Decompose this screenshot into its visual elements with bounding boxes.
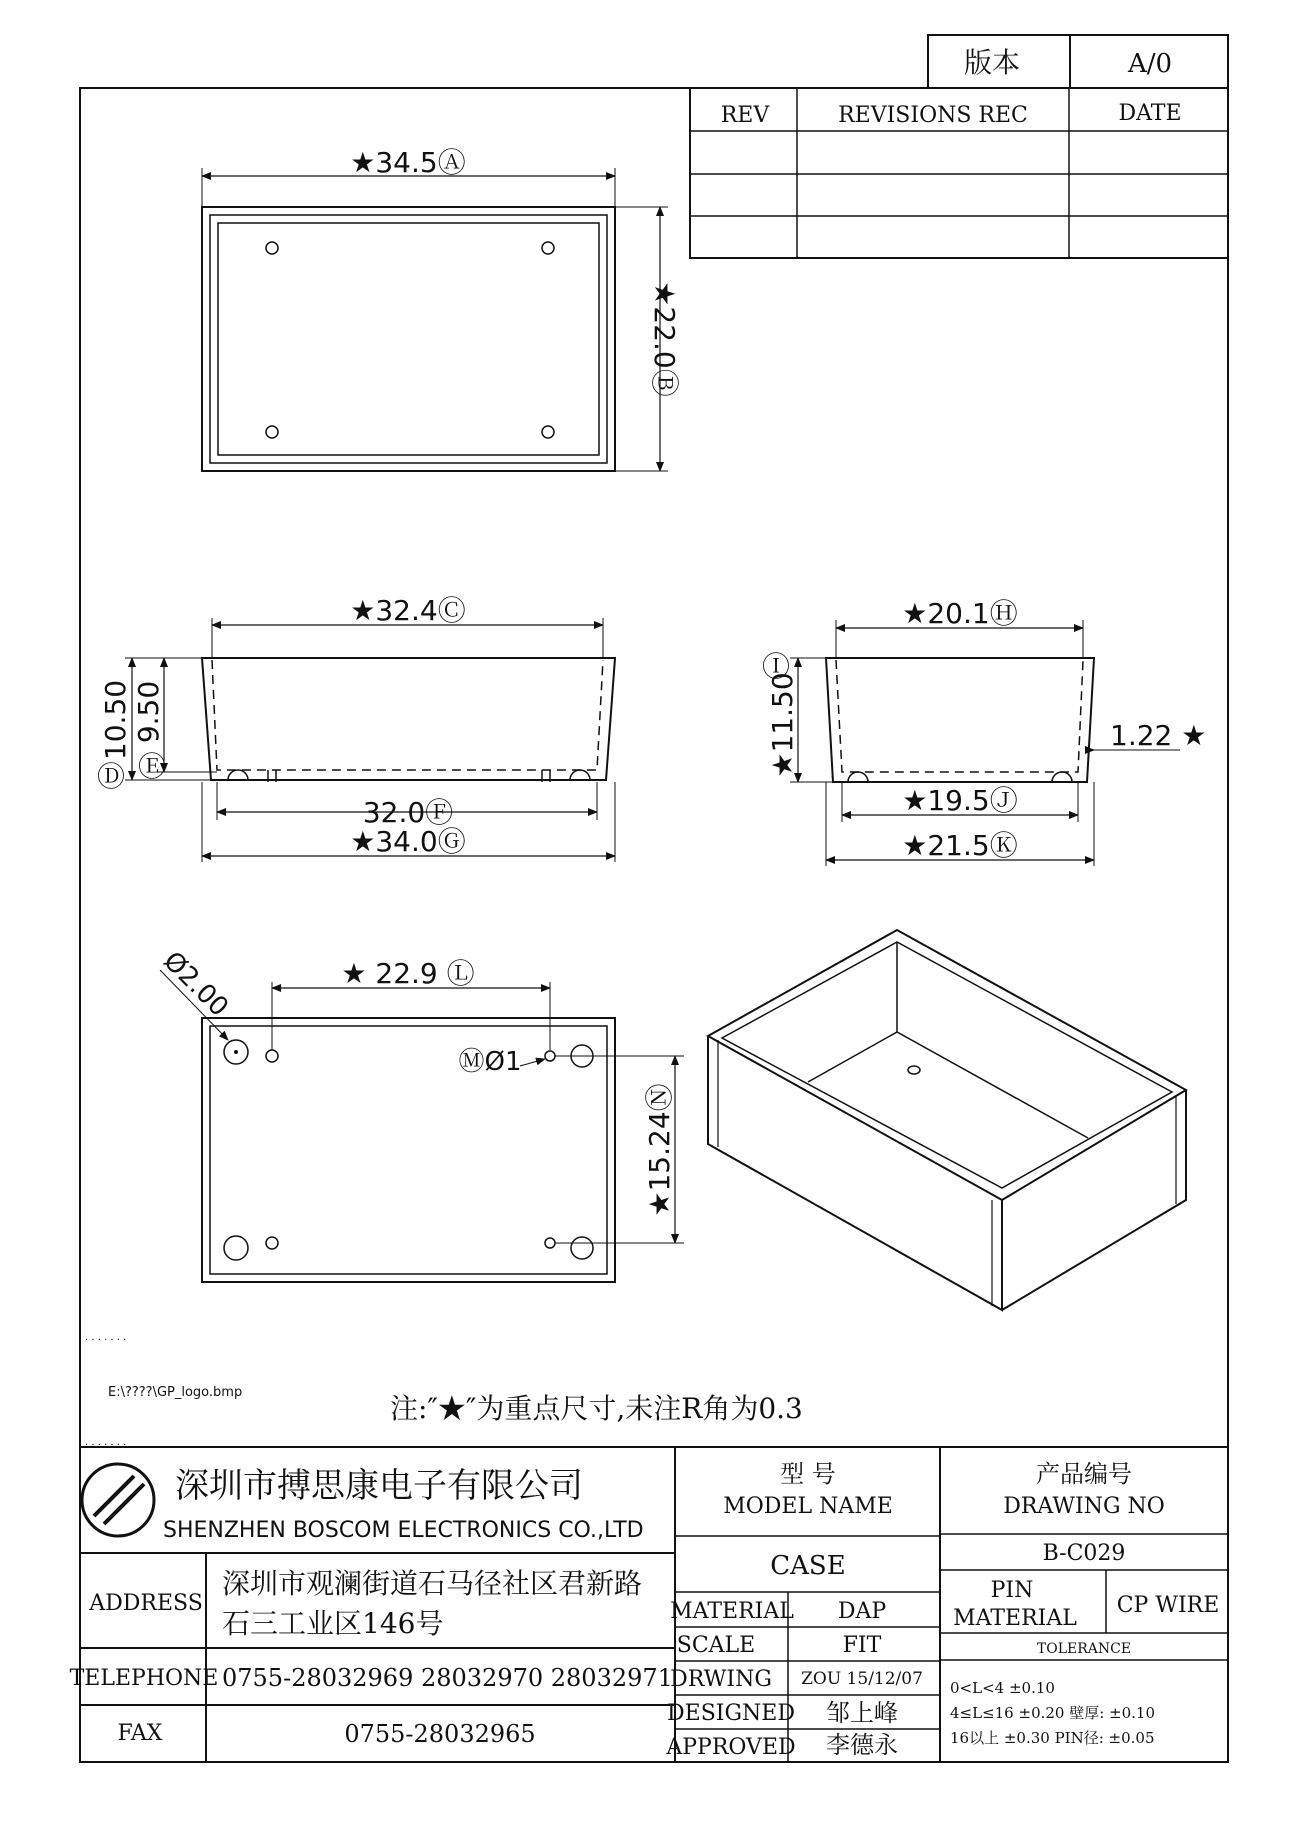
drawing-label: DRWING [670, 1667, 772, 1692]
approved-label: APPROVED [666, 1735, 796, 1760]
version-box [928, 35, 1228, 88]
title-block [70, 1447, 1228, 1762]
pin-material-label2: MATERIAL [953, 1606, 1077, 1631]
front-inner-bottom-dim: 32.0Ⓕ [362, 796, 454, 829]
drawing-by: ZOU 15/12/07 [801, 1669, 923, 1689]
front-outer-height-dim: 10.50 [99, 679, 132, 761]
dot-row: . . . . . . . [85, 1332, 127, 1343]
scale-label: SCALE [676, 1633, 756, 1658]
drawing-no-cn: 产品编号 [1036, 1460, 1132, 1488]
scale-value: FIT [842, 1633, 882, 1658]
side-outer-bottom-dim: ★21.5Ⓚ [902, 829, 1018, 862]
revisions-rec-header: REVISIONS REC [838, 103, 1028, 128]
side-top-dim: ★20.1Ⓗ [902, 597, 1018, 630]
pin-center-mark [234, 1050, 238, 1054]
telephone-label: TELEPHONE [69, 1666, 219, 1691]
side-view [762, 597, 1206, 866]
approved-by: 李德永 [826, 1731, 898, 1759]
bottom-pin-dim: Ø2.00 [157, 946, 234, 1023]
date-header: DATE [1118, 101, 1182, 126]
version-value: A/0 [1127, 49, 1173, 79]
hole-mark [266, 426, 278, 438]
logo-path-text: E:\????\GP_logo.bmp [108, 1385, 243, 1400]
pin-mark [224, 1236, 248, 1260]
drawing-no-value: B-C029 [1042, 1541, 1126, 1566]
tolerance-label: TOLERANCE [1036, 1641, 1132, 1657]
tolerance-row-3: 16以上 ±0.30 PIN径: ±0.05 [950, 1729, 1155, 1747]
hole-mark [908, 1066, 920, 1074]
bottom-hole-spacing-dim: ★ 22.9 Ⓛ [341, 957, 475, 990]
drawing-note: 注:″★″为重点尺寸,未注R角为0.3 [390, 1392, 803, 1425]
bottom-hole-dim: ⓂØ1 [458, 1047, 522, 1077]
tolerance-row-2: 4≤L≤16 ±0.20 壁厚: ±0.10 [950, 1704, 1156, 1722]
top-view [202, 146, 681, 471]
hole-mark [266, 1237, 278, 1249]
isometric-view [708, 930, 1186, 1310]
front-label-d: Ⓓ [96, 760, 126, 793]
fax-label: FAX [117, 1721, 163, 1746]
material-label: MATERIAL [670, 1599, 794, 1624]
front-top-dim: ★32.4Ⓒ [350, 594, 466, 627]
revision-table [690, 88, 1228, 258]
side-wall-dim: 1.22 ★ [1110, 719, 1207, 752]
address-label: ADDRESS [89, 1591, 203, 1616]
front-outer-bottom-dim: ★34.0Ⓖ [350, 825, 466, 858]
bottom-view [157, 946, 684, 1282]
side-inner-bottom-dim: ★19.5Ⓙ [902, 784, 1018, 817]
top-height-dim: ★22.0Ⓑ [648, 281, 681, 397]
rev-header: REV [720, 103, 770, 128]
hole-mark [545, 1051, 555, 1061]
hole-mark [266, 1050, 278, 1062]
designed-by: 邹上峰 [826, 1699, 898, 1727]
pin-mark [571, 1237, 593, 1259]
version-label: 版本 [963, 46, 1021, 79]
address-line2: 石三工业区146号 [222, 1607, 444, 1640]
top-width-dim: ★34.5Ⓐ [350, 146, 466, 179]
pin-material-value: CP WIRE [1116, 1593, 1220, 1618]
front-inner-height-dim: 9.50 [132, 680, 165, 744]
telephone-value: 0755-28032969 28032970 28032971 [222, 1664, 673, 1692]
bottom-row-spacing-dim: ★15.24Ⓝ [643, 1083, 676, 1217]
fax-value: 0755-28032965 [344, 1720, 536, 1748]
front-view [97, 594, 615, 862]
hole-mark [545, 1238, 555, 1248]
drawing-no-en: DRAWING NO [1003, 1494, 1165, 1519]
address-line1: 深圳市观澜街道石马径社区君新路 [222, 1567, 643, 1600]
model-name-value: CASE [770, 1551, 846, 1581]
hole-mark [542, 426, 554, 438]
company-logo [82, 1464, 154, 1536]
company-name-cn: 深圳市搏思康电子有限公司 [175, 1466, 583, 1506]
front-label-e: Ⓔ [137, 750, 167, 783]
model-name-en: MODEL NAME [723, 1494, 893, 1519]
hole-mark [266, 242, 278, 254]
side-label-i: Ⓘ [761, 650, 791, 683]
designed-label: DESIGNED [667, 1701, 795, 1726]
pin-material-label1: PIN [990, 1578, 1034, 1603]
dot-row: . . . . . . . [85, 1437, 127, 1448]
company-name-en: SHENZHEN BOSCOM ELECTRONICS CO.,LTD [163, 1518, 644, 1543]
tolerance-row-1: 0<L<4 ±0.10 [950, 1679, 1055, 1697]
model-name-cn: 型 号 [780, 1460, 836, 1488]
side-height-dim: ★11.50 [766, 672, 799, 778]
material-value: DAP [837, 1599, 887, 1624]
hole-mark [542, 242, 554, 254]
